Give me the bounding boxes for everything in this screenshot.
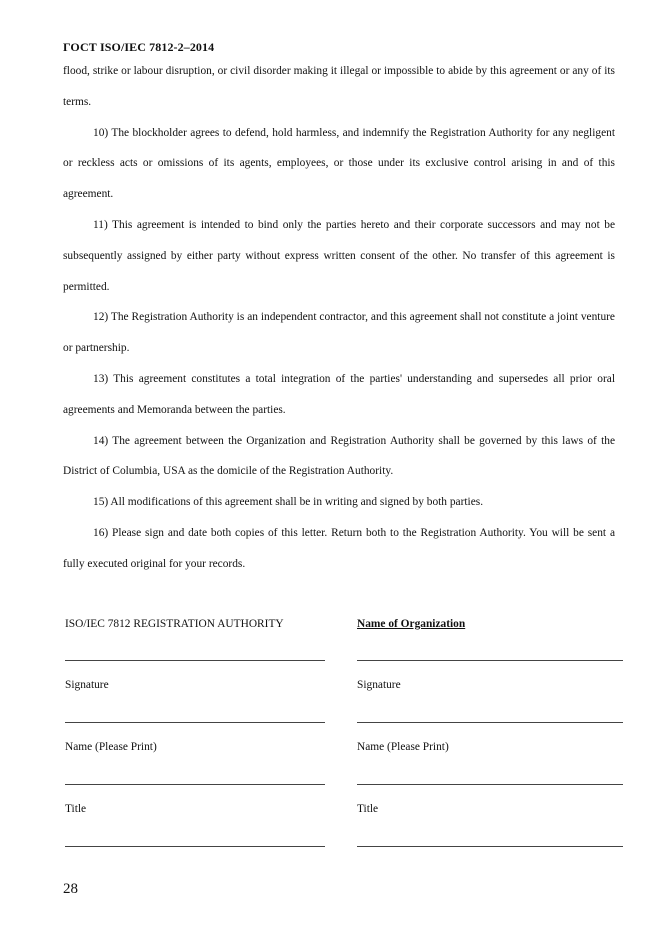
clause-12: 12) The Registration Authority is an independent contractor, and this agreement shall not constitute a joint venture or partnership. bbox=[63, 311, 615, 355]
name-line[interactable] bbox=[65, 722, 325, 723]
signature-line[interactable] bbox=[65, 660, 325, 661]
clause-15: 15) All modifications of this agreement shall be in writing and signed by both parties. bbox=[93, 496, 484, 509]
registration-authority-heading: ISO/IEC 7812 REGISTRATION AUTHORITY bbox=[65, 618, 284, 630]
organization-heading: Name of Organization bbox=[357, 618, 466, 630]
clause-13: 13) This agreement constitutes a total integration of the parties' understanding and supersedes all prior oral agreements and Memoranda between the parties. bbox=[63, 372, 615, 416]
signature-block-registration-authority bbox=[65, 614, 325, 815]
signature-label: Signature bbox=[65, 679, 109, 691]
date-line[interactable] bbox=[357, 846, 623, 847]
clause-10: 10) The blockholder agrees to defend, hold harmless, and indemnify the Registration Authority for any negligent or reckless acts or omissions of its agents, employees, or those under its exclusive control arising in and of this agreement. bbox=[63, 126, 615, 201]
name-line[interactable] bbox=[357, 722, 623, 723]
standard-header: ГОСТ ISO/IEC 7812-2–2014 bbox=[63, 40, 215, 54]
clause-14: 14) The agreement between the Organization and Registration Authority shall be governed by this laws of the District of Columbia, USA as the domicile of the Registration Authority. bbox=[63, 434, 615, 478]
title-label: Title bbox=[65, 803, 87, 815]
signature-label: Signature bbox=[357, 679, 401, 691]
signature-line[interactable] bbox=[357, 660, 623, 661]
title-line[interactable] bbox=[65, 784, 325, 785]
page-number: 28 bbox=[63, 881, 78, 897]
date-line[interactable] bbox=[65, 846, 325, 847]
name-label: Name (Please Print) bbox=[65, 741, 157, 753]
agreement-body bbox=[63, 56, 615, 580]
title-label: Title bbox=[357, 803, 379, 815]
title-line[interactable] bbox=[357, 784, 623, 785]
signature-block-organization bbox=[357, 614, 623, 815]
clause-11: 11) This agreement is intended to bind only the parties hereto and their corporate successors and may not be subsequently assigned by either party without express written consent of the other. No transfer of this agreement is permitted. bbox=[63, 218, 615, 293]
paragraph-continuation: flood, strike or labour disruption, or civil disorder making it illegal or impossible to abide by this agreement or any of its terms. bbox=[63, 65, 615, 108]
clause-16: 16) Please sign and date both copies of this letter. Return both to the Registration Authority. You will be sent a fully executed original for your records. bbox=[63, 526, 615, 570]
name-label: Name (Please Print) bbox=[357, 741, 449, 753]
